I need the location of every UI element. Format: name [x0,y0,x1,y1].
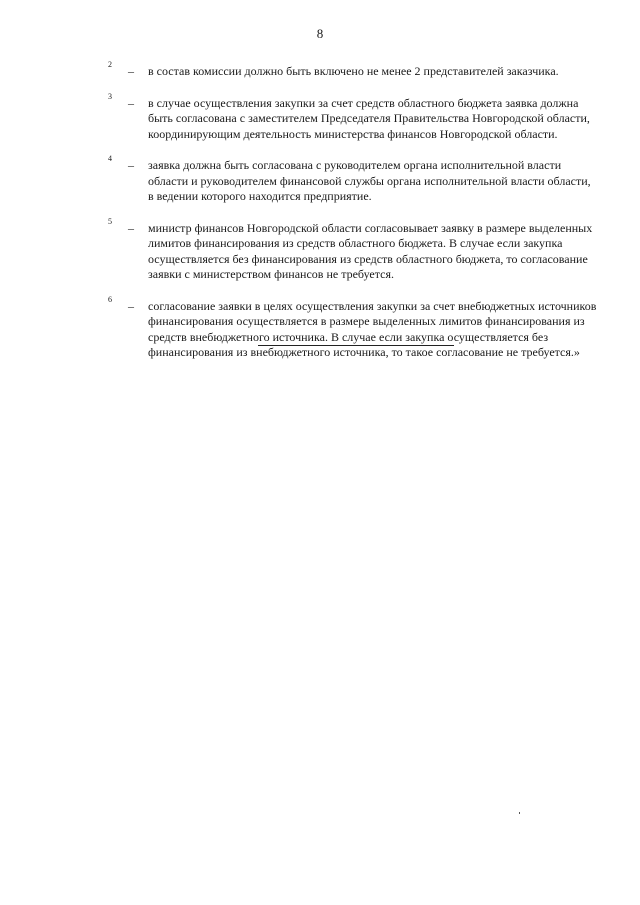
scan-speck [519,812,520,814]
footnote-dash: – [128,64,134,78]
footnote-text: заявка должна быть согласована с руководителем органа исполнительной власти области и руководителем финансовой службы органа исполнительной власти области, в ведении которого находится предприятие. [148,158,591,203]
footnote-text: согласование заявки в целях осуществления закупки за счет внебюджетных источников финансирования осуществляется в размере выделенных лимитов финансирования из средств внебюджетного источника. В случае если закупка осуществляется без финансирования из внебюджетного источника, то такое согласование не требуется.» [148,298,597,359]
footnote-dash: – [128,158,134,172]
footnote-dash: – [128,95,134,110]
footnote-dash: – [128,298,134,313]
footnote-dash: – [128,220,134,235]
footnote-5 [108,217,598,283]
footnotes-list [108,60,598,373]
footnote-text: в состав комиссии должно быть включено не менее 2 представителей заказчика. [148,64,559,78]
footnote-6 [108,295,598,361]
footnote-number: 3 [108,91,112,101]
footnote-3 [108,92,598,143]
footnote-number: 5 [108,216,112,226]
end-separator-line [258,345,454,346]
footnote-2 [108,60,598,80]
footnote-text: в случае осуществления закупки за счет средств областного бюджета заявка должна быть согласована с заместителем Председателя Правительства Новгородской области, координирующим деятельность министерства финансов Новгородской области. [148,95,590,141]
page-number: 8 [316,26,324,41]
footnote-4 [108,154,598,205]
footnote-number: 2 [108,60,112,69]
footnote-number: 6 [108,294,112,304]
footnote-number: 4 [108,154,112,163]
footnote-text: министр финансов Новгородской области согласовывает заявку в размере выделенных лимитов финансирования из средств областного бюджета. В случае если закупка осуществляется без финансирования из средств областного бюджета, то согласование заявки с министерством финансов не требуется. [148,220,593,281]
